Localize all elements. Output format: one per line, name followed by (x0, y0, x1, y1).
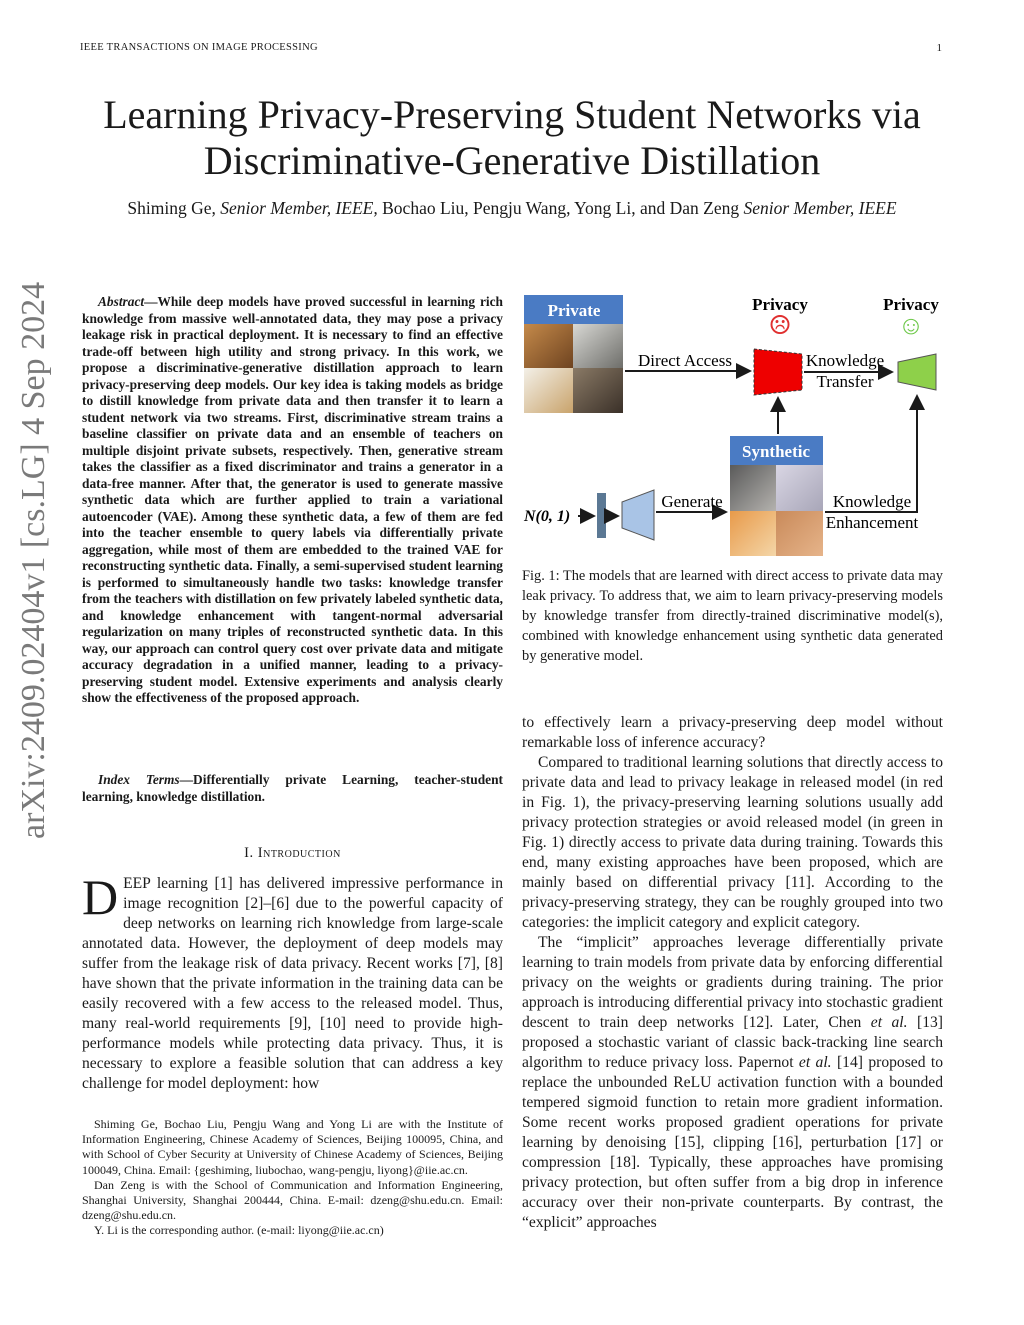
index-terms-text: —Differentially private Learning, teacher-student learning, knowledge distillation. (82, 772, 503, 804)
direct-access-label: Direct Access (638, 351, 732, 370)
figure-1-diagram (522, 288, 946, 560)
et-al-2: et al. (798, 1054, 832, 1071)
author-1-role: Senior Member, IEEE, (220, 198, 378, 218)
private-image-cat-2 (573, 324, 623, 368)
footnote-corresponding: Y. Li is the corresponding author. (e-mail: liyong@iie.ac.cn) (94, 1223, 384, 1238)
paragraph-comparison: Compared to traditional learning solutions that directly access to private data and lead to privacy leakage in released model (in red in Fig. 1), the privacy-preserving learning solutions usually add privacy protection strategies or avoid released model (in green in Fig. 1) directly access to private data during training. Towards this end, many existing approaches have been proposed, which are mainly based on differential privacy [11]. According to the privacy-preserving strategy, they can be roughly grouped into two categories: the implicit category and explicit category. (522, 754, 943, 931)
arxiv-stamp: arXiv:2409.02404v1 [cs.LG] 4 Sep 2024 (15, 281, 52, 839)
drop-cap: D (82, 869, 119, 925)
noise-label: N(0, 1) (524, 508, 571, 525)
section-heading (82, 845, 503, 862)
et-al-1: et al. (870, 1014, 908, 1031)
knowledge-enhancement-label-2: Enhancement (825, 513, 919, 532)
knowledge-enhancement-label-1: Knowledge (832, 492, 912, 511)
running-head: IEEE TRANSACTIONS ON IMAGE PROCESSING (80, 42, 318, 53)
synthetic-label: Synthetic (742, 442, 810, 461)
knowledge-transfer-label-1: Knowledge (805, 351, 885, 370)
intro-text: EEP learning [1] has delivered impressive performance in image recognition [2]–[6] due to the powerful capacity of deep networks on learning rich knowledge from large-scale annotated data. However, the deployment of deep models may suffer from the leakage risk of data privacy. Recent works [7], [8] have shown that the private information in the training data can be easily recovered with a few access to the released model. Thus, many real-world requirements [9], [10] need to provide high-performance models while protecting data privacy. Thus, it is necessary to explore a feasible solution that can address a key challenge for model deployment: how (82, 875, 503, 1092)
footnote-affiliation-1: Shiming Ge, Bochao Liu, Pengju Wang and Yong Li are with the Institute of Information Engineering, Chinese Academy of Sciences, Beijing 100095, China, and with School of Cyber Security at University of Chinese Academy of Sciences, Beijing 100049, China. Email: {geshiming, liubochao, wang-pengju, liyong}@iie.ac.cn. (82, 1117, 503, 1177)
right-column-body (522, 713, 943, 1233)
private-label: Private (547, 301, 601, 320)
synthetic-image-4 (776, 511, 823, 556)
author-list (60, 198, 964, 219)
synthetic-image-3 (730, 511, 776, 556)
author-2: Bochao Liu, Pengju Wang, Yong Li, and Dan Zeng (382, 198, 740, 218)
index-terms (82, 772, 503, 805)
student-model-green (898, 354, 936, 390)
generator-model (622, 490, 654, 540)
generate-label: Generate (661, 492, 723, 511)
paper-title (60, 92, 964, 184)
section-title: Introduction (257, 845, 341, 861)
figure-1-caption: Fig. 1: The models that are learned with direct access to private data may leak privacy. To address that, we aim to learn privacy-preserving models by knowledge transfer from directly-trained discriminative model(s), combined with knowledge enhancement using synthetic data generated by generative model. (522, 568, 943, 664)
title-line-1: Learning Privacy-Preserving Student Networks via (103, 92, 921, 137)
synthetic-image-1 (730, 465, 776, 511)
footnotes (82, 1117, 503, 1239)
paragraph-continuation: to effectively learn a privacy-preserving deep model without remarkable loss of inference accuracy? (522, 714, 943, 751)
private-image-dog (524, 368, 573, 413)
section-number: I. (244, 845, 254, 861)
footnote-affiliation-2: Dan Zeng is with the School of Communication and Information Engineering, Shanghai University, Shanghai 200444, China. E-mail: dzeng@shu.edu.cn. Email: dzeng@shu.edu.cn. (82, 1177, 503, 1223)
abstract-text: —While deep models have proved successful in learning rich knowledge from massive well-annotated data, they may pose a privacy leakage risk in practical deployment. It is necessary to find an effective trade-off between high utility and strong privacy. In this work, we propose a discriminative-generative distillation approach to learn privacy-preserving deep models. Our key idea is taking models as bridge to distill knowledge from private data and then transfer it to learn a student network via two streams. First, discriminative stream trains a baseline classifier on private data and an ensemble of teachers on multiple disjoint private subsets, respectively. Then, generative stream takes the classifier as a fixed discriminator and trains a generator in a data-free manner. After that, the generator is used to generate massive synthetic data which are further applied to train a variational autoencoder (VAE). Among these synthetic data, a few of them are fed into the teacher ensemble to query labels via differentially private aggregation, while most of them are embedded to the trained VAE for reconstructing synthetic data. Finally, a semi-supervised student learning is performed to simultaneously handle two tasks: knowledge transfer from the teachers with distillation on few privately labeled synthetic data, and knowledge enhancement with tangent-normal adversarial regularization on many triples of reconstructed synthetic data. In this way, our approach can control query cost over private data and mitigate accuracy degradation in a unified manner, leading to a privacy-preserving student model. Extensive experiments and analysis clearly show the effectiveness of the proposed approach. (82, 294, 503, 705)
noise-vector (597, 493, 606, 538)
intro-paragraph (82, 869, 503, 1094)
author-2-role: Senior Member, IEEE (743, 198, 897, 218)
private-image-cat-1 (524, 324, 573, 368)
teacher-model-red (754, 349, 802, 395)
synthetic-image-2 (776, 465, 823, 511)
privacy-label-good: Privacy (883, 295, 939, 314)
implicit-text-1: The “implicit” approaches leverage differentially private learning to train models from private data by enforcing differential privacy on the weights or gradients during training. The prior approach is introducing differential privacy into stochastic gradient descent to train deep networks [12]. Later, Chen (522, 934, 943, 1031)
index-terms-label: Index Terms (98, 772, 180, 787)
author-1: Shiming Ge, (127, 198, 216, 218)
sad-face-icon: ☹ (768, 311, 792, 340)
privacy-label-bad: Privacy (752, 295, 808, 314)
paragraph-implicit (522, 933, 943, 1233)
page-number: 1 (936, 42, 942, 54)
happy-face-icon: ☺ (897, 311, 925, 340)
implicit-text-3: [14] proposed to replace the unbounded ReLU activation function with a bounded tempered sigmoid function to retain more gradient information. Some recent works proposed gradient operations for private learning by denoising [15], clipping [16], perturbation [17] or compression [18]. Typically, these approaches have promising privacy protection, but often suffer from a big drop in inference accuracy over their non-private counterparts. By contrast, the “explicit” approaches (522, 1054, 943, 1231)
title-line-2: Discriminative-Generative Distillation (203, 138, 821, 183)
implicit-text-2: [13] proposed a stochastic variant of classic back-tracking line search algorithm to reduce privacy loss. Papernot (522, 1014, 943, 1071)
abstract-label: Abstract (98, 294, 145, 309)
abstract (82, 294, 503, 707)
knowledge-transfer-label-2: Transfer (816, 372, 874, 391)
figure-1 (522, 288, 946, 560)
private-image-cat-3 (573, 368, 623, 413)
